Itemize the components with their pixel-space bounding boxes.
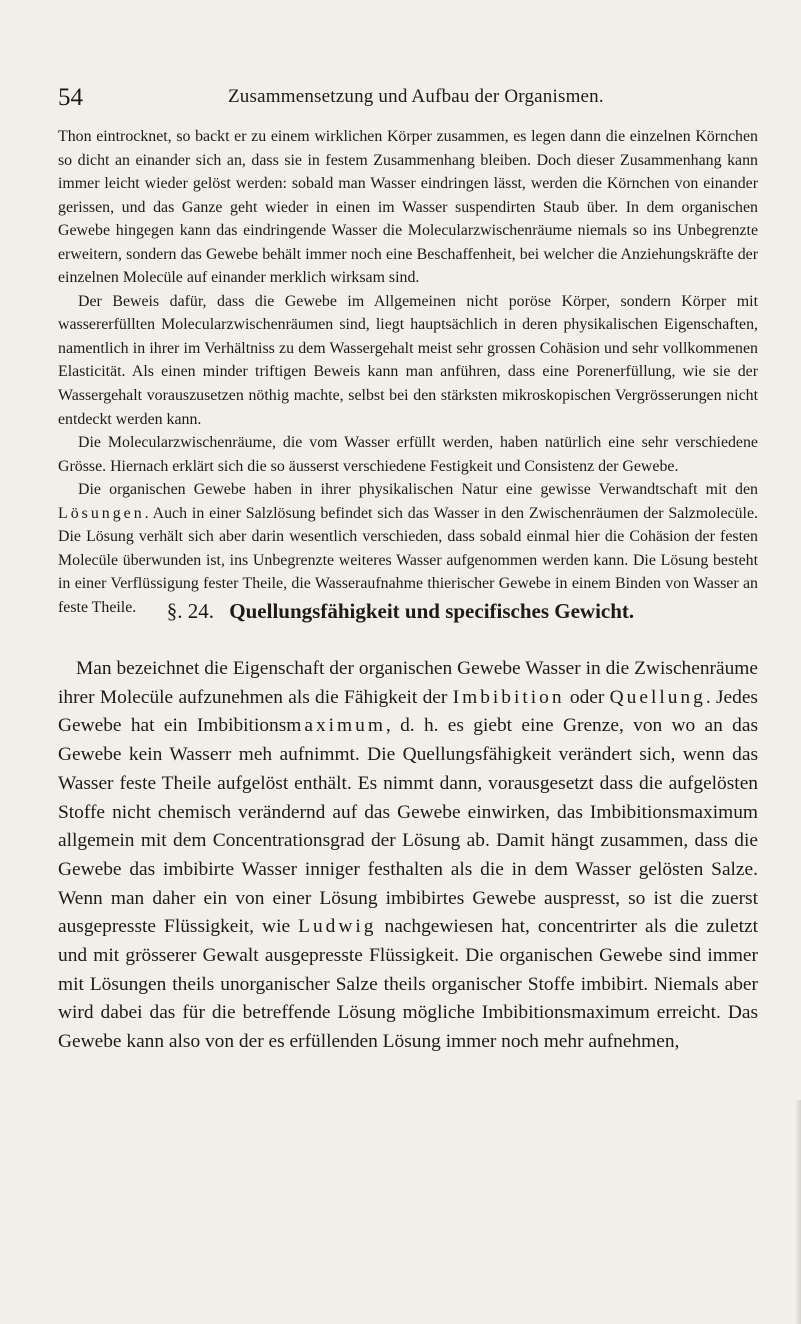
p5-text-2: oder — [564, 686, 610, 708]
section-title: Quellungsfähigkeit und specifisches Gewicht. — [229, 599, 635, 623]
paragraph-2: Der Beweis dafür, dass die Gewebe im Allgemeinen nicht poröse Körper, sondern Körper mit wassererfüllten Molecularzwischenräumen sind, liegt hauptsächlich in deren physikalischen Eigenschaften, namentlich in ihrer im Verhältniss zu dem Wassergehalt meist sehr grossen Cohäsion und sehr vollkommenen Elasticität. Als einen minder triftigen Beweis kann man anführen, dass eine Porenerfüllung, wie sie der Wassergehalt vorauszusetzen nöthig machte, selbst bei den stärksten mikroskopischen Vergrösserungen nicht entdeckt werden kann. — [58, 292, 758, 428]
paragraph-3: Die Molecularzwischenräume, die vom Wasser erfüllt werden, haben natürlich eine sehr verschiedene Grösse. Hiernach erklärt sich die so äusserst verschiedene Festigkeit und Consistenz der Gewebe. — [58, 434, 758, 475]
section-heading — [0, 599, 801, 624]
p5-emphasis-imbibition: Imbibition — [452, 686, 565, 708]
running-head: Zusammensetzung und Aufbau der Organismen. — [228, 86, 604, 107]
body-text-small — [58, 125, 758, 619]
p5-emphasis-quellung: Quellung — [609, 686, 706, 708]
paragraph-5 — [58, 655, 758, 1057]
p4-text-1: Die organischen Gewebe haben in ihrer physikalischen Natur eine gewisse Verwandtschaft mit den — [78, 481, 758, 499]
p5-emphasis-maximum: maximum — [286, 715, 386, 737]
paragraph-1: Thon eintrocknet, so backt er zu einem wirklichen Körper zusammen, es legen dann die einzelnen Körnchen so dicht an einander sich an, dass sie in festem Zusammenhang bleiben. Doch dieser Zusammenhang kann immer leicht wieder gelöst werden: sobald man Wasser eindringen lässt, werden die Körnchen von einander gerissen, und das Ganze geht wieder in einen im Wasser suspendirten Staub über. In dem organischen Gewebe hingegen kann das eindringende Wasser die Molecularzwischenräume niemals so ins Unbegrenzte erweitern, sondern das Gewebe behält immer noch eine Beschaffenheit, bei welcher die Anziehungskräfte der einzelnen Molecüle auf einander merklich wirksam sind. — [58, 128, 758, 287]
section-number: §. 24. — [166, 599, 215, 623]
p5-text-5: nachgewiesen hat, concentrirter als die zuletzt und mit grösserer Gewalt ausgepresste Flüssigkeit. Die organischen Gewebe sind immer mit Lösungen theils unorganischer Salze theils organischer Stoffe imbibirt. Niemals aber wird dabei das für die betreffende Lösung mögliche Imbibitionsmaximum erreicht. Das Gewebe kann also von der es erfüllenden Lösung immer noch mehr aufnehmen, — [58, 916, 758, 1053]
page-edge-shadow — [795, 1100, 801, 1324]
page-header — [58, 84, 761, 114]
p5-text-3: . Jedes Gewebe hat ein Imbibitions — [58, 686, 758, 737]
p4-emphasis-loesungen: Lösungen — [58, 504, 145, 522]
p5-text-1: Man bezeichnet die Eigenschaft der organischen Gewebe Wasser in die Zwischenräume ihrer Molecüle aufzunehmen als die Fähigkeit der — [58, 658, 758, 708]
page-number: 54 — [58, 84, 83, 111]
p4-text-2: . Auch in einer Salzlösung befindet sich das Wasser in den Zwischenräumen der Salzmolecüle. Die Lösung verhält sich aber darin wesentlich verschieden, dass sobald einmal hier die Cohäsion der festen Molecüle überwunden ist, ins Unbegrenzte weiteres Wasser aufgenommen werden kann. Die Lösung besteht in einer Verflüssigung fester Theile, die Wasseraufnahme thierischer Gewebe in einem Binden von Wasser an feste Theile. — [58, 504, 758, 616]
p5-emphasis-ludwig: Ludwig — [298, 916, 377, 938]
p5-text-4: , d. h. es giebt eine Grenze, von wo an das Gewebe kein Wasserr meh aufnimmt. Die Quellungsfähigkeit verändert sich, wenn das Wasser feste Theile aufgelöst enthält. Es nimmt dann, vorausgesetzt dass die aufgelösten Stoffe nicht chemisch verändernd auf das Gewebe einwirken, das Imbibitionsmaximum allgemein mit dem Concentrationsgrad der Lösung ab. Damit hängt zusammen, dass die Gewebe das imbibirte Wasser inniger festhalten als die in dem Wasser gelösten Salze. Wenn man daher ein von einer Lösung imbibirtes Gewebe auspresst, so ist die zuerst ausgepresste Flüssigkeit, wie — [58, 715, 759, 938]
body-text-large — [58, 655, 758, 1057]
